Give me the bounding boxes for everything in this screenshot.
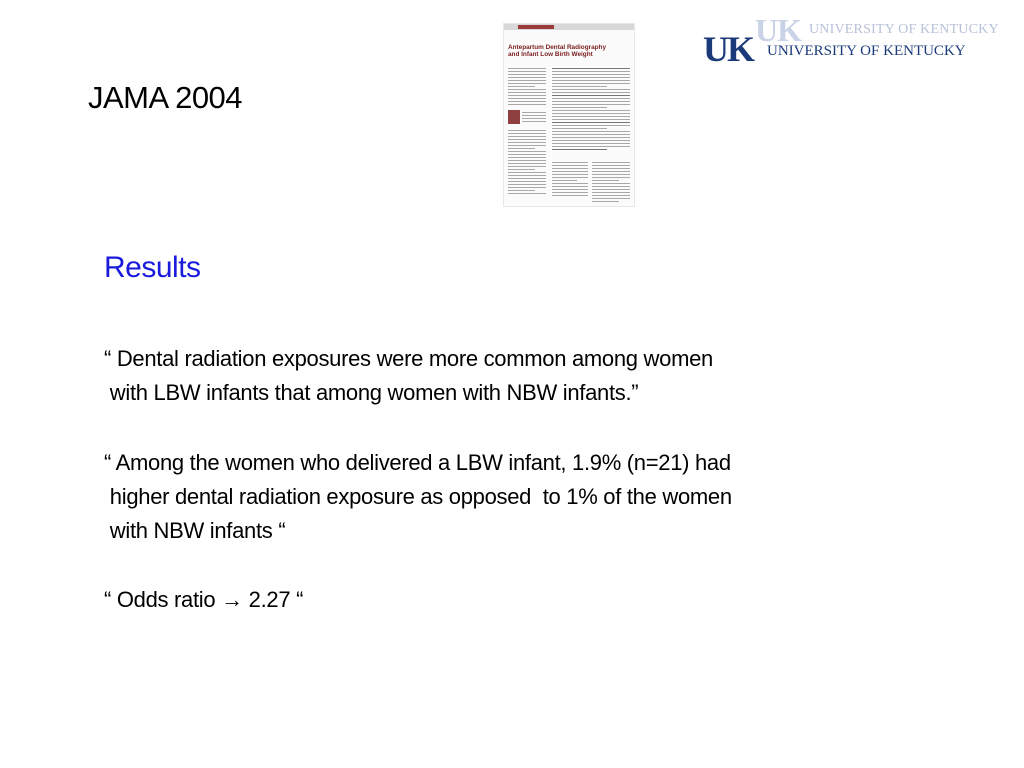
article-text-line (552, 146, 630, 147)
odds-ratio-line (104, 583, 303, 617)
article-text-line (552, 98, 630, 99)
article-text-line (552, 119, 630, 120)
article-text-line (508, 83, 546, 84)
article-text-line (592, 189, 630, 190)
article-text-line (552, 116, 630, 117)
article-text-line (552, 149, 607, 150)
article-text-line (508, 184, 546, 185)
article-text-line (592, 180, 619, 181)
article-text-line (552, 80, 630, 81)
university-logo (703, 14, 1003, 70)
article-text-line (508, 193, 546, 194)
quote-line: “ Among the women who delivered a LBW infant, 1.9% (n=21) had (104, 450, 731, 475)
article-text-line (592, 201, 619, 202)
quote-dental-radiation (104, 342, 713, 410)
article-text-line (508, 71, 546, 72)
article-text-line (592, 165, 630, 166)
article-text-line (508, 154, 546, 155)
article-text-line (552, 95, 630, 96)
article-text-line (552, 125, 630, 126)
article-title-line-1: Antepartum Dental Radiography (508, 44, 607, 51)
article-text-line (552, 128, 607, 129)
article-text-line (522, 115, 546, 116)
article-text-line (552, 143, 630, 144)
article-text-block (508, 130, 546, 196)
article-text-line (592, 192, 630, 193)
article-text-line (552, 134, 630, 135)
article-text-line (552, 104, 630, 105)
article-text-line (552, 68, 630, 69)
article-text-line (552, 183, 588, 184)
article-text-line (508, 136, 546, 137)
quote-line: higher dental radiation exposure as opposed to 1% of the women (104, 484, 732, 509)
article-text-line (508, 172, 546, 173)
article-text-line (552, 110, 630, 111)
article-text-line (592, 168, 630, 169)
article-text-line (508, 187, 546, 188)
odds-ratio-value: 2.27 “ (242, 587, 304, 612)
logo-mark-ghost: UK (755, 12, 801, 48)
slide-title: JAMA 2004 (88, 80, 243, 115)
article-text-line (552, 189, 588, 190)
article-text-line (552, 107, 607, 108)
article-text-line (552, 86, 607, 87)
article-text-line (508, 95, 546, 96)
article-text-line (552, 171, 588, 172)
article-text-block (552, 68, 630, 152)
article-text-line (508, 80, 546, 81)
article-text-line (592, 186, 630, 187)
article-text-line (592, 162, 630, 163)
right-arrow-icon: → (221, 587, 243, 612)
article-text-line (552, 71, 630, 72)
article-title-line-2: and Infant Low Birth Weight (508, 51, 593, 59)
article-text-line (552, 131, 630, 132)
article-text-line (552, 174, 588, 175)
article-text-line (508, 178, 546, 179)
quote-line: with NBW infants “ (104, 518, 286, 543)
quote-line: with LBW infants that among women with NBW infants.” (104, 380, 639, 405)
article-text-line (552, 77, 630, 78)
article-text-line (508, 133, 546, 134)
logo-mark: UK (703, 29, 753, 69)
article-text-line (508, 98, 546, 99)
logo-name-ghost: UNIVERSITY OF KENTUCKY (809, 22, 999, 37)
article-text-line (522, 118, 546, 119)
article-text-line (552, 180, 577, 181)
article-text-line (508, 104, 546, 105)
article-text-line (552, 195, 588, 196)
article-text-line (552, 83, 630, 84)
article-text-line (552, 92, 630, 93)
article-text-line (552, 122, 630, 123)
article-text-line (552, 165, 588, 166)
article-text-line (508, 92, 546, 93)
section-heading: Results (104, 251, 201, 284)
article-text-block (522, 112, 546, 124)
article-header-bar (504, 24, 634, 30)
article-text-line (508, 169, 535, 170)
article-text-line (508, 157, 546, 158)
article-text-line (552, 177, 588, 178)
quote-line: “ Dental radiation exposures were more common among women (104, 346, 713, 371)
article-text-line (508, 130, 546, 131)
article-text-line (508, 74, 546, 75)
article-text-line (522, 121, 546, 122)
article-text-line (508, 89, 546, 90)
article-text-line (592, 177, 630, 178)
article-text-line (508, 163, 546, 164)
article-text-line (508, 166, 546, 167)
article-text-line (552, 192, 588, 193)
article-dropcap (508, 110, 520, 124)
article-text-line (508, 181, 546, 182)
article-text-line (508, 175, 546, 176)
odds-ratio-prefix: “ Odds ratio (104, 587, 222, 612)
article-text-line (508, 190, 535, 191)
article-text-line (508, 142, 546, 143)
article-text-line (508, 86, 535, 87)
quote-odds-ratio (104, 583, 303, 617)
article-text-line (508, 68, 546, 69)
article-text-line (552, 89, 630, 90)
article-text-line (508, 145, 546, 146)
article-text-block (592, 162, 630, 204)
article-text-line (508, 139, 546, 140)
article-text-line (508, 160, 546, 161)
article-text-line (552, 74, 630, 75)
article-text-line (522, 112, 546, 113)
article-text-line (508, 77, 546, 78)
article-text-line (508, 148, 535, 149)
article-text-line (508, 151, 546, 152)
quote-lbw-infant (104, 446, 732, 548)
article-text-line (552, 186, 588, 187)
article-thumbnail (503, 23, 635, 207)
article-text-line (552, 162, 588, 163)
article-title (508, 44, 628, 59)
article-text-line (592, 198, 630, 199)
article-text-line (592, 174, 630, 175)
article-text-line (552, 140, 630, 141)
article-text-line (508, 101, 546, 102)
article-text-line (592, 183, 630, 184)
logo-name: UNIVERSITY OF KENTUCKY (767, 43, 966, 59)
article-text-block (508, 68, 546, 107)
article-text-line (592, 171, 630, 172)
article-text-block (552, 162, 588, 198)
article-text-line (592, 195, 630, 196)
article-text-line (552, 168, 588, 169)
article-text-line (552, 113, 630, 114)
article-text-line (552, 101, 630, 102)
article-text-line (552, 137, 630, 138)
